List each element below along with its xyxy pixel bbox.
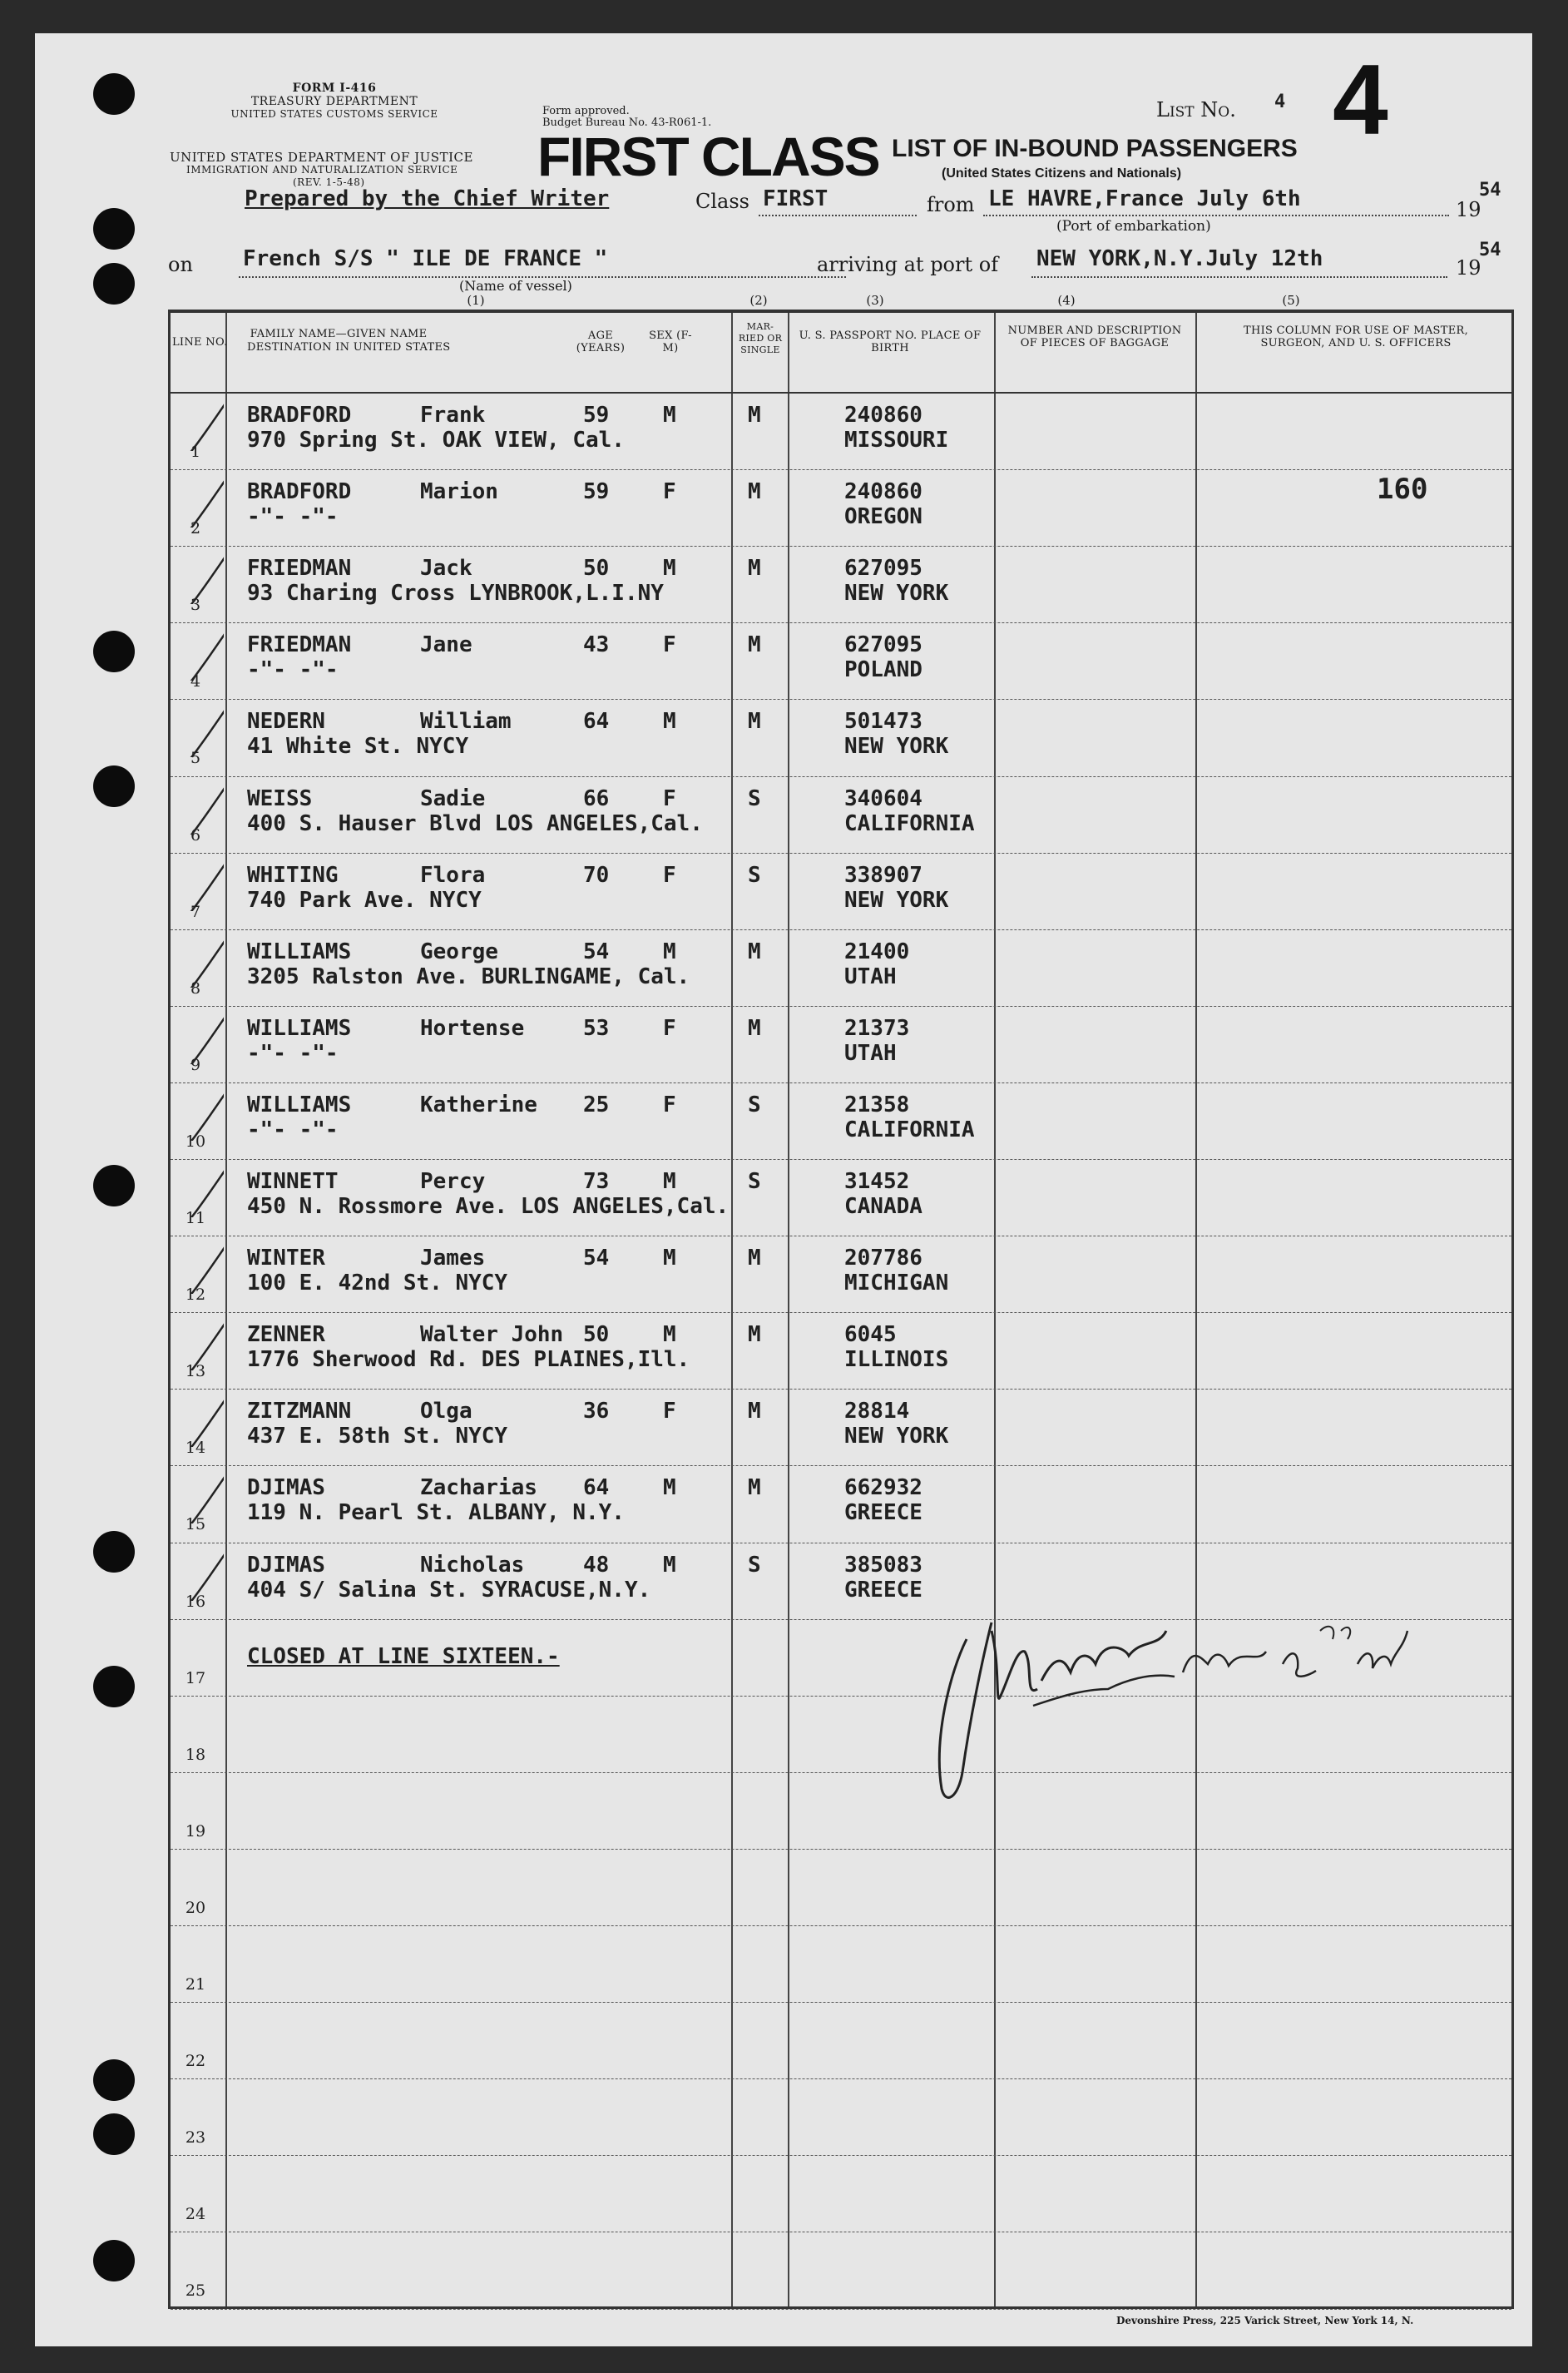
place-of-birth: CANADA bbox=[844, 1194, 922, 1219]
list-no-label: List No. bbox=[1156, 98, 1236, 121]
passport-number: 662932 bbox=[844, 1475, 922, 1501]
header-baggage: NUMBER AND DESCRIPTION OF PIECES OF BAGGAGE bbox=[1007, 324, 1182, 349]
given-name: Sadie bbox=[420, 785, 486, 811]
given-name: Nicholas bbox=[420, 1552, 525, 1578]
budget-bureau: Budget Bureau No. 43-R061-1. bbox=[542, 116, 712, 129]
age: 73 bbox=[583, 1169, 610, 1194]
table-row bbox=[171, 2002, 1511, 2078]
table-row bbox=[171, 1389, 1511, 1465]
family-name: DJIMAS bbox=[247, 1475, 325, 1501]
class-label: Class bbox=[695, 190, 749, 213]
destination-address: 3205 Ralston Ave. BURLINGAME, Cal. bbox=[247, 964, 690, 989]
place-of-birth: NEW YORK bbox=[844, 887, 949, 913]
table-row bbox=[171, 853, 1511, 929]
year-prefix: 19 bbox=[1456, 198, 1481, 221]
age: 50 bbox=[583, 1322, 610, 1348]
line-number: 7 bbox=[190, 902, 201, 921]
list-subtitle: (United States Citizens and Nationals) bbox=[942, 166, 1182, 181]
form-approved: Form approved. bbox=[542, 105, 630, 117]
header-officers: THIS COLUMN FOR USE OF MASTER, SURGEON, AND U. S. OFFICERS bbox=[1243, 324, 1469, 349]
sex: F bbox=[663, 785, 676, 811]
family-name: DJIMAS bbox=[247, 1552, 325, 1578]
header-family-name: FAMILY NAME—GIVEN NAME bbox=[250, 328, 428, 340]
given-name: Percy bbox=[420, 1169, 486, 1194]
embarkation-port: LE HAVRE,France July 6th bbox=[988, 186, 1301, 211]
age: 70 bbox=[583, 862, 610, 888]
header-married: MAR-RIED OR SINGLE bbox=[738, 321, 783, 355]
given-name: George bbox=[420, 939, 498, 964]
binder-hole bbox=[93, 1165, 135, 1206]
prepared-by: Prepared by the Chief Writer bbox=[245, 186, 610, 211]
marital-status: M bbox=[748, 556, 761, 582]
binder-hole bbox=[93, 1666, 135, 1707]
table-row bbox=[171, 2155, 1511, 2232]
marital-status: M bbox=[748, 1246, 761, 1271]
sex: M bbox=[663, 1246, 676, 1271]
vessel-caption: (Name of vessel) bbox=[459, 278, 572, 294]
given-name: William bbox=[420, 709, 512, 735]
line-number: 9 bbox=[190, 1055, 201, 1074]
list-no-handwritten: 4 bbox=[1333, 44, 1388, 156]
class-value: FIRST bbox=[763, 186, 829, 211]
header-destination: DESTINATION IN UNITED STATES bbox=[247, 341, 451, 354]
line-number: 8 bbox=[190, 978, 201, 998]
table-row bbox=[171, 2232, 1511, 2308]
age: 43 bbox=[583, 632, 610, 658]
passport-number: 627095 bbox=[844, 632, 922, 658]
line-number: 6 bbox=[190, 825, 201, 845]
family-name: BRADFORD bbox=[247, 479, 352, 505]
destination-address: 437 E. 58th St. NYCY bbox=[247, 1424, 508, 1449]
marital-status: S bbox=[748, 1092, 761, 1117]
passport-number: 207786 bbox=[844, 1246, 922, 1271]
binder-hole bbox=[93, 208, 135, 250]
line-number: 25 bbox=[185, 2281, 206, 2301]
place-of-birth: GREECE bbox=[844, 1500, 922, 1526]
binder-hole bbox=[93, 765, 135, 807]
col-number-4: (4) bbox=[1057, 293, 1076, 308]
sex: F bbox=[663, 1399, 676, 1424]
header-passport: U. S. PASSPORT NO. PLACE OF BIRTH bbox=[799, 329, 982, 354]
destination-address: 41 White St. NYCY bbox=[247, 734, 469, 760]
table-row bbox=[171, 1236, 1511, 1312]
given-name: Zacharias bbox=[420, 1475, 537, 1501]
line-number: 14 bbox=[185, 1439, 206, 1458]
marital-status: M bbox=[748, 1015, 761, 1041]
destination-address: -"- -"- bbox=[247, 1117, 339, 1142]
family-name: WINNETT bbox=[247, 1169, 339, 1194]
place-of-birth: CALIFORNIA bbox=[844, 810, 975, 836]
table-row bbox=[171, 699, 1511, 775]
age: 50 bbox=[583, 556, 610, 582]
marital-status: M bbox=[748, 632, 761, 658]
sex: F bbox=[663, 862, 676, 888]
binder-hole bbox=[93, 73, 135, 115]
header-line-no: LINE NO. bbox=[172, 336, 228, 349]
destination-address: -"- -"- bbox=[247, 1040, 339, 1066]
table-row bbox=[171, 1312, 1511, 1389]
place-of-birth: UTAH bbox=[844, 964, 897, 989]
on-label: on bbox=[168, 253, 193, 276]
officer-signature bbox=[900, 1573, 1432, 1814]
passport-number: 31452 bbox=[844, 1169, 910, 1194]
line-number: 20 bbox=[185, 1898, 206, 1917]
marital-status: M bbox=[748, 1322, 761, 1348]
table-row bbox=[171, 1465, 1511, 1542]
family-name: FRIEDMAN bbox=[247, 632, 352, 658]
age: 64 bbox=[583, 1475, 610, 1501]
given-name: Hortense bbox=[420, 1015, 525, 1041]
marital-status: M bbox=[748, 709, 761, 735]
passport-number: 28814 bbox=[844, 1399, 910, 1424]
line-number: 15 bbox=[185, 1515, 206, 1534]
table-row bbox=[171, 622, 1511, 699]
passport-number: 501473 bbox=[844, 709, 922, 735]
age: 59 bbox=[583, 479, 610, 505]
marital-status: M bbox=[748, 479, 761, 505]
destination-address: 100 E. 42nd St. NYCY bbox=[247, 1271, 508, 1296]
line-number: 3 bbox=[190, 596, 201, 615]
passport-number: 6045 bbox=[844, 1322, 897, 1348]
col-number-3: (3) bbox=[866, 293, 884, 308]
sex: M bbox=[663, 556, 676, 582]
passport-number: 340604 bbox=[844, 785, 922, 811]
given-name: Jane bbox=[420, 632, 472, 658]
passport-number: 240860 bbox=[844, 403, 922, 428]
line-number: 2 bbox=[190, 519, 201, 538]
line-number: 5 bbox=[190, 749, 201, 768]
marital-status: S bbox=[748, 1552, 761, 1578]
sex: M bbox=[663, 403, 676, 428]
marital-status: M bbox=[748, 403, 761, 428]
given-name: Olga bbox=[420, 1399, 472, 1424]
treasury-dept: TREASURY DEPARTMENT bbox=[250, 95, 418, 108]
customs-service: UNITED STATES CUSTOMS SERVICE bbox=[230, 108, 438, 120]
line-number: 21 bbox=[185, 1975, 206, 1994]
col-number-2: (2) bbox=[749, 293, 768, 308]
table-row bbox=[171, 929, 1511, 1006]
marital-status: S bbox=[748, 862, 761, 888]
sex: M bbox=[663, 1475, 676, 1501]
arriving-label: arriving at port of bbox=[817, 253, 999, 276]
sex: F bbox=[663, 1015, 676, 1041]
sex: M bbox=[663, 1169, 676, 1194]
family-name: ZITZMANN bbox=[247, 1399, 352, 1424]
family-name: WILLIAMS bbox=[247, 1092, 352, 1117]
passenger-table bbox=[168, 310, 1514, 2309]
closed-note: CLOSED AT LINE SIXTEEN.- bbox=[247, 1643, 560, 1669]
marital-status: S bbox=[748, 785, 761, 811]
line-number: 10 bbox=[185, 1132, 206, 1151]
family-name: FRIEDMAN bbox=[247, 556, 352, 582]
line-number: 17 bbox=[185, 1668, 206, 1687]
form-number: FORM I-416 bbox=[292, 82, 377, 95]
marital-status: M bbox=[748, 1475, 761, 1501]
age: 64 bbox=[583, 709, 610, 735]
sex: F bbox=[663, 632, 676, 658]
sex: M bbox=[663, 939, 676, 964]
age: 54 bbox=[583, 1246, 610, 1271]
place-of-birth: UTAH bbox=[844, 1040, 897, 1066]
col-number-1: (1) bbox=[467, 293, 485, 308]
destination-address: 740 Park Ave. NYCY bbox=[247, 887, 482, 913]
family-name: WILLIAMS bbox=[247, 939, 352, 964]
age: 36 bbox=[583, 1399, 610, 1424]
line-number: 23 bbox=[185, 2128, 206, 2148]
given-name: Jack bbox=[420, 556, 472, 582]
sex: M bbox=[663, 1322, 676, 1348]
place-of-birth: MISSOURI bbox=[844, 428, 949, 453]
place-of-birth: ILLINOIS bbox=[844, 1347, 949, 1373]
table-row bbox=[171, 1849, 1511, 1925]
year-arrival: 54 bbox=[1479, 240, 1501, 260]
binder-hole bbox=[93, 263, 135, 305]
table-row bbox=[171, 546, 1511, 622]
table-row bbox=[171, 1006, 1511, 1082]
from-label: from bbox=[927, 193, 975, 216]
line-number: 4 bbox=[190, 672, 201, 691]
age: 59 bbox=[583, 403, 610, 428]
manifest-page bbox=[35, 33, 1532, 2346]
first-class-stamp: FIRST CLASS bbox=[537, 126, 879, 187]
given-name: Katherine bbox=[420, 1092, 537, 1117]
place-of-birth: NEW YORK bbox=[844, 581, 949, 607]
printer-credit: Devonshire Press, 225 Varick Street, New York 14, N. bbox=[1116, 2315, 1414, 2326]
age: 25 bbox=[583, 1092, 610, 1117]
family-name: NEDERN bbox=[247, 709, 325, 735]
age: 53 bbox=[583, 1015, 610, 1041]
year-embark: 54 bbox=[1479, 180, 1501, 201]
line-number: 19 bbox=[185, 1821, 206, 1840]
table-row bbox=[171, 2078, 1511, 2155]
given-name: Marion bbox=[420, 479, 498, 505]
line-number: 13 bbox=[185, 1362, 206, 1381]
place-of-birth: GREECE bbox=[844, 1577, 922, 1603]
given-name: Walter John bbox=[420, 1322, 564, 1348]
destination-address: -"- -"- bbox=[247, 504, 339, 530]
passport-number: 240860 bbox=[844, 479, 922, 505]
marital-status: M bbox=[748, 1399, 761, 1424]
binder-hole bbox=[93, 2113, 135, 2155]
line-number: 11 bbox=[185, 1209, 206, 1227]
sex: M bbox=[663, 709, 676, 735]
sex: M bbox=[663, 1552, 676, 1578]
ins-service: IMMIGRATION AND NATURALIZATION SERVICE bbox=[186, 164, 458, 176]
place-of-birth: NEW YORK bbox=[844, 1424, 949, 1449]
age: 54 bbox=[583, 939, 610, 964]
destination-address: -"- -"- bbox=[247, 657, 339, 683]
list-title: LIST OF IN-BOUND PASSENGERS bbox=[892, 135, 1298, 162]
sex: F bbox=[663, 479, 676, 505]
given-name: Flora bbox=[420, 862, 486, 888]
family-name: WHITING bbox=[247, 862, 339, 888]
destination-address: 119 N. Pearl St. ALBANY, N.Y. bbox=[247, 1500, 625, 1526]
port-embark-caption: (Port of embarkation) bbox=[1056, 218, 1211, 235]
marital-status: M bbox=[748, 939, 761, 964]
passport-number: 21358 bbox=[844, 1092, 910, 1117]
line-number: 18 bbox=[185, 1745, 206, 1764]
line-number: 16 bbox=[185, 1592, 206, 1611]
form-revision: (REV. 1-5-48) bbox=[293, 176, 365, 188]
table-row bbox=[171, 776, 1511, 853]
justice-dept: UNITED STATES DEPARTMENT OF JUSTICE bbox=[170, 150, 473, 165]
destination-address: 450 N. Rossmore Ave. LOS ANGELES,Cal. bbox=[247, 1194, 730, 1219]
place-of-birth: OREGON bbox=[844, 504, 922, 530]
table-row bbox=[171, 1082, 1511, 1159]
line-number: 24 bbox=[185, 2205, 206, 2224]
arrival-port: NEW YORK,N.Y.July 12th bbox=[1036, 246, 1323, 271]
marital-status: S bbox=[748, 1169, 761, 1194]
binder-hole bbox=[93, 2240, 135, 2281]
given-name: Frank bbox=[420, 403, 486, 428]
vessel-name: French S/S " ILE DE FRANCE " bbox=[243, 246, 608, 271]
binder-hole bbox=[93, 631, 135, 672]
family-name: ZENNER bbox=[247, 1322, 325, 1348]
place-of-birth: POLAND bbox=[844, 657, 922, 683]
family-name: WILLIAMS bbox=[247, 1015, 352, 1041]
line-number: 1 bbox=[190, 443, 201, 461]
year-prefix-2: 19 bbox=[1456, 256, 1481, 280]
table-row bbox=[171, 469, 1511, 546]
passport-number: 21400 bbox=[844, 939, 910, 964]
list-no-value: 4 bbox=[1274, 92, 1286, 112]
line-number: 22 bbox=[185, 2052, 206, 2071]
header-age: AGE (YEARS) bbox=[576, 329, 626, 354]
table-row bbox=[171, 1925, 1511, 2002]
table-row bbox=[171, 1159, 1511, 1236]
destination-address: 1776 Sherwood Rd. DES PLAINES,Ill. bbox=[247, 1347, 690, 1373]
officer-note: 160 bbox=[1377, 473, 1428, 507]
passport-number: 21373 bbox=[844, 1015, 910, 1041]
age: 48 bbox=[583, 1552, 610, 1578]
family-name: BRADFORD bbox=[247, 403, 352, 428]
passport-number: 338907 bbox=[844, 862, 922, 888]
passport-number: 627095 bbox=[844, 556, 922, 582]
age: 66 bbox=[583, 785, 610, 811]
binder-hole bbox=[93, 2059, 135, 2101]
line-number: 12 bbox=[185, 1286, 206, 1305]
destination-address: 970 Spring St. OAK VIEW, Cal. bbox=[247, 428, 625, 453]
sex: F bbox=[663, 1092, 676, 1117]
col-number-5: (5) bbox=[1282, 293, 1300, 308]
place-of-birth: CALIFORNIA bbox=[844, 1117, 975, 1142]
table-row bbox=[171, 393, 1511, 469]
destination-address: 93 Charing Cross LYNBROOK,L.I.NY bbox=[247, 581, 664, 607]
destination-address: 404 S/ Salina St. SYRACUSE,N.Y. bbox=[247, 1577, 651, 1603]
given-name: James bbox=[420, 1246, 486, 1271]
place-of-birth: MICHIGAN bbox=[844, 1271, 949, 1296]
destination-address: 400 S. Hauser Blvd LOS ANGELES,Cal. bbox=[247, 810, 703, 836]
place-of-birth: NEW YORK bbox=[844, 734, 949, 760]
passport-number: 385083 bbox=[844, 1552, 922, 1578]
family-name: WINTER bbox=[247, 1246, 325, 1271]
header-sex: SEX (F-M) bbox=[649, 329, 692, 354]
family-name: WEISS bbox=[247, 785, 313, 811]
binder-hole bbox=[93, 1531, 135, 1573]
